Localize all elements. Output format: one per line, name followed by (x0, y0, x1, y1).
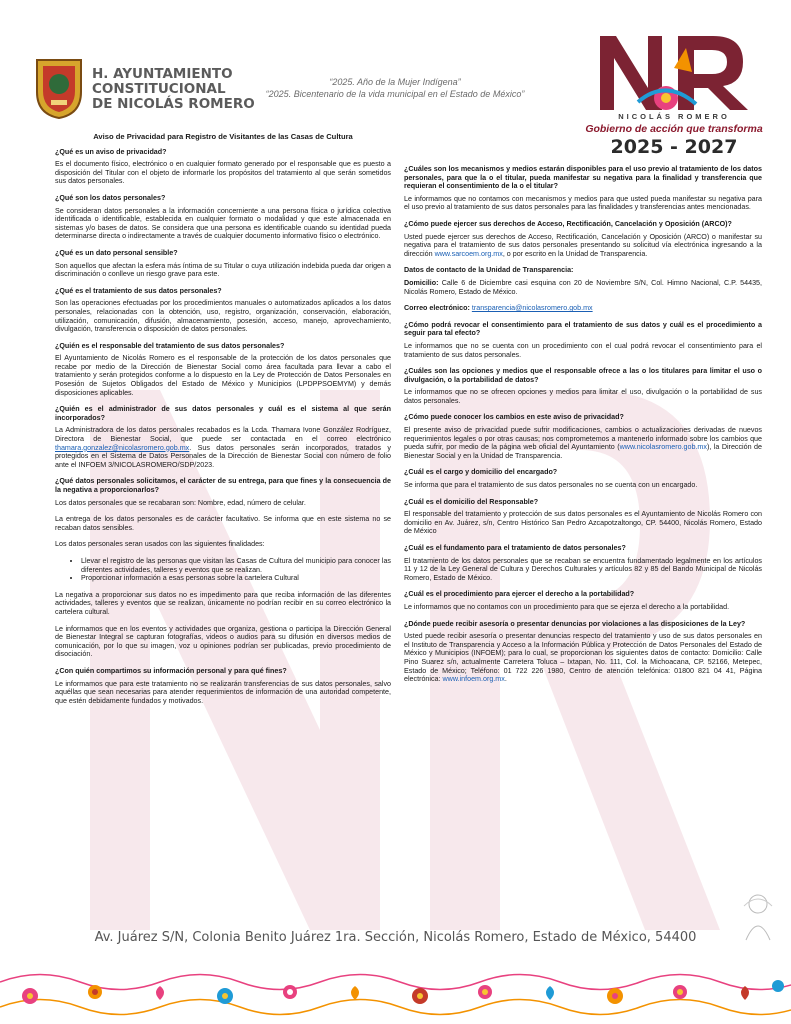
answer-paragraph (55, 426, 391, 469)
question-heading: ¿Cuál es el fundamento para el tratamiento de datos personales? (404, 544, 626, 552)
question-heading: ¿Cuál es el domicilio del Responsable? (404, 497, 539, 506)
motto-line-2: “2025. Bicentenario de la vida municipal en el Estado de México” (265, 89, 525, 99)
administrator-email-link[interactable]: thamara.gonzalez@nicolasromero.gob.mx (55, 443, 190, 452)
answer-text: El presente aviso de privacidad puede sufrir modificaciones, cambios o actualizaciones derivadas de nuevos requerimientos legales o por otras causas; nos comprometemos a mantenerlo informado sobre los cambios que pueda sufrir, por medio de la página web oficial del Ayuntamiento ( (404, 426, 762, 452)
answer-text: . (504, 675, 507, 684)
contact-heading: Datos de contacto de la Unidad de Transparencia: (404, 266, 574, 275)
address-label: Domicilio: (404, 278, 439, 287)
question-heading: ¿Cuál es el cargo y domicilio del encargado? (404, 468, 558, 477)
question-heading: ¿Qué es el tratamiento de sus datos personales? (55, 286, 222, 295)
contact-address (404, 279, 762, 296)
motto-line-1: “2025. Año de la Mujer Indígena” (329, 77, 461, 87)
address-text: Calle 6 de Diciembre casi esquina con 20 de Noviembre S/N, Col. Himno Nacional, C.P. 54435, Nicolás Romero, Estado de México. (404, 278, 762, 296)
answer-text: . Sus datos personales serán incorporados, tratados y protegidos en el Sistema de Datos Personales de la Dirección de Bienestar Social con número de folio ante el INFOEM 3/NICOLASROMERO/SDP/2023. (55, 443, 391, 469)
question-heading: ¿Cuáles son las opciones y medios que el responsable ofrece a las o los titulares para limitar el uso o divulgación, o la portabilidad de datos? (404, 367, 762, 384)
answer-paragraph: Son aquellos que afectan la esfera más íntima de su Titular o cuya utilización indebida pueda dar origen a discriminación o conlleve un riesgo grave para este. (55, 261, 391, 279)
answer-paragraph: La negativa a proporcionar sus datos no es impedimento para que reciba información de las diferentes actividades, talleres y eventos que se realizan, únicamente no podrían recibir en su correo electrónico la cartelera cultural. (55, 590, 391, 616)
answer-paragraph (404, 632, 762, 684)
email-label: Correo electrónico: (404, 304, 470, 313)
year-mottos (230, 76, 560, 100)
question-heading: ¿Quién es el responsable del tratamiento de sus datos personales? (55, 341, 285, 350)
org-line-2: CONSTITUCIONAL (92, 81, 226, 97)
answer-paragraph (404, 233, 762, 259)
question-heading: ¿Cuál es el procedimiento para ejercer el derecho a la portabilidad? (404, 590, 635, 599)
answer-paragraph: Se consideran datos personales a la información concerniente a una persona física o jurídica colectiva identificada o identificable, establecida en cualquier formato o modalidad y que este almacenada en sistemas y/o bases de datos. Se considera que una persona es identificable cuando su identidad pueda determinarse directa o indirectamente a través de cualquier documento informativo físico o electrónico. (55, 206, 391, 241)
question-heading: ¿Con quién compartimos su información personal y para qué fines? (55, 666, 287, 675)
answer-paragraph: Le informamos que no se cuenta con un procedimiento con el cual podrá revocar el consentimiento para el tratamiento de sus datos personales. (404, 341, 762, 359)
question-heading: ¿Cómo puede conocer los cambios en este aviso de privacidad? (404, 413, 624, 422)
question-heading: ¿Quién es el administrador de sus datos personales y cuál es el sistema al que serán incorporados? (55, 405, 391, 422)
list-item: • Proporcionar información a esas personas sobre la cartelera Cultural (81, 574, 391, 583)
contact-email (404, 304, 762, 313)
right-column (404, 165, 762, 692)
question-heading: ¿Qué es un dato personal sensible? (55, 248, 178, 257)
question-heading: ¿Dónde puede recibir asesoría o presentar denuncias por violaciones a las disposiciones de la Ley? (404, 619, 746, 628)
brand-years: 2025 - 2027 (610, 136, 738, 158)
question-heading: ¿Qué es un aviso de privacidad? (55, 147, 167, 156)
answer-paragraph: Es el documento físico, electrónico o en cualquier formato generado por el responsable que es puesto a disposición del Titular con el objeto de informarle los propósitos del tratamiento al que serán sometidos sus datos personales. (55, 160, 391, 186)
answer-paragraph: La entrega de los datos personales es de carácter facultativo. Se informa que en este sistema no se recaban datos sensibles. (55, 515, 391, 532)
transparency-email-link[interactable]: transparencia@nicolasromero.gob.mx (471, 304, 593, 313)
question-heading: ¿Qué son los datos personales? (55, 193, 166, 202)
answer-paragraph: Se informa que para el tratamiento de sus datos personales no se cuenta con un encargado. (404, 481, 698, 490)
answer-paragraph: Le informamos que no contamos con un procedimiento para que se ejerza el derecho a la portabilidad. (404, 602, 730, 611)
answer-text: , o por escrito en la Unidad de Transparencia. (502, 249, 648, 258)
question-heading: ¿Cuáles son los mecanismos y medios estarán disponibles para el uso previo al tratamiento de los datos personales, para que la o el titular, pueda manifestar su negativa para la finalidad y transferencia que requieran el consentimiento de la o el titular? (404, 165, 762, 191)
answer-text: Usted puede recibir asesoría o presentar denuncias respecto del tratamiento y uso de sus datos personales en el Instituto de Transparencia y Acceso a la Información Pública y Protección de Datos Personales del Estado de México y Municipios (INFOEM); para lo cual, se proporcionan los siguientes datos de contacto: Domicilio: Calle Pino Suarez s/n, actualmente Carretera Toluca – Ixtapan, No. 111, Col. la Michoacana, CP. 52166, Metepec, Estado de México; Teléfono: 01 722 226 1980, Centro de atención telefónica: 01800 821 04 41, Página electrónica: (404, 632, 762, 684)
answer-paragraph: Le informamos que para este tratamiento no se realizarán transferencias de sus datos personales, salvo aquéllas que sean necesarias para atender requerimientos de información de una autoridad competente, que estén debidamente fundados y motivados. (55, 679, 391, 705)
question-heading: ¿Cómo puede ejercer sus derechos de Acceso, Rectificación, Cancelación y Oposición (ARCO)? (404, 219, 732, 228)
answer-paragraph: El tratamiento de los datos personales que se recaban se encuentra fundamentado legalmente en los artículos 11 y 12 de la Ley General de Cultura y Derechos Culturales y artículos 82 y 85 del Bando Municipal de Nicolás Romero, Estado de México. (404, 556, 762, 582)
list-item: • Llevar el registro de las personas que visitan las Casas de Cultura del municipio para conocer las diferentes actividades, talleres y eventos que se realizan. (81, 557, 391, 574)
municipal-website-link[interactable]: www.nicolasromero.gob.mx (619, 443, 707, 452)
answer-paragraph: Le informamos que en los eventos y actividades que organiza, gestiona o participa la Dirección General de Bienestar Integral se capturan fotografías, videos o audios para su difusión en diversos medios de comunicación, por lo que su imagen, voz u opiniones podrían ser publicadas, previo procedimiento de disociación. (55, 624, 391, 659)
org-line-1: H. AYUNTAMIENTO (92, 66, 233, 82)
brand-name: NICOLÁS ROMERO (618, 112, 730, 121)
document-title: Aviso de Privacidad para Registro de Visitantes de las Casas de Cultura (93, 132, 353, 141)
answer-text: La Administradora de los datos personales recabados es la Lcda. Thamara Ivone González Rodríguez, Directora de Bienestar Social, que puede ser contactada en el correo electrónico (55, 426, 391, 444)
answer-paragraph: Le informamos que no se ofrecen opciones y medios para limitar el uso, divulgación o la portabilidad de sus datos personales. (404, 388, 762, 405)
infoem-link[interactable]: www.infoem.org.mx (442, 675, 505, 684)
municipal-seal-logo (33, 56, 85, 120)
answer-paragraph: El Ayuntamiento de Nicolás Romero es el responsable de la protección de los datos personales que recabe por medio de la Dirección de Bienestar Social como área facultada para llevar a cabo el tratamiento y serán protegidos conforme a lo dispuesto en la Ley de Protección de Datos Personales en Posesión de Sujetos Obligados del Estado de México y Municipios (LPDPPSOEMYM) y demás disposiciones aplicables. (55, 354, 391, 397)
answer-paragraph: Le informamos que no contamos con mecanismos y medios para que usted pueda manifestar su negativa para el uso previo al tratamiento de sus datos personales para las finalidades y transferencias antes mencionadas. (404, 194, 762, 212)
answer-text: ), la Dirección de Bienestar Social y en la Unidad de Transparencia. (404, 443, 762, 460)
answer-text: Usted puede ejercer sus derechos de Acceso, Rectificación, Cancelación y Oposición (ARCO) o manifestar su negativa para el tratamiento de sus datos personales presentando su solicitud vía electrónica ingresando a la dirección (404, 232, 762, 258)
brand-slogan: Gobierno de acción que transforma (585, 123, 763, 135)
answer-paragraph: Los datos personales seran usados con las siguientes finalidades: (55, 540, 265, 549)
question-heading: ¿Qué datos personales solicitamos, el carácter de su entrega, para que fines y la consecuencia de la negativa a proporcionarlos? (55, 477, 391, 494)
org-line-3: DE NICOLÁS ROMERO (92, 96, 255, 112)
answer-paragraph: Son las operaciones efectuadas por los procedimientos manuales o automatizados aplicados a los datos personales, relacionadas con la obtención, uso, registro, organización, conservación, elaboración, utilización, comunicación, difusión, almacenamiento, posesión, acceso, manejo, aprovechamiento, divulgación, transferencia o disposición de datos personales. (55, 299, 391, 334)
left-column (55, 133, 391, 713)
purposes-list (55, 557, 391, 583)
answer-paragraph (404, 426, 762, 460)
answer-paragraph: Los datos personales que se recabaran son: Nombre, edad, número de celular. (55, 498, 306, 507)
sarcoem-link[interactable]: www.sarcoem.org.mx (434, 249, 503, 258)
footer-address: Av. Juárez S/N, Colonia Benito Juárez 1ra. Sección, Nicolás Romero, Estado de México, 54400 (94, 930, 697, 945)
decorative-flower-border (0, 962, 791, 1024)
answer-paragraph: El responsable del tratamiento y protección de sus datos personales es el Ayuntamiento de Nicolás Romero con domicilio en Av. Juárez, s/n, Centro Histórico San Pedro Azcapotzaltongo, CP. 54400, Nicolás Romero, Estado de México (404, 510, 762, 536)
question-heading: ¿Cómo podrá revocar el consentimiento para el tratamiento de sus datos y cuál es el procedimiento a seguir para tal efecto? (404, 320, 762, 338)
